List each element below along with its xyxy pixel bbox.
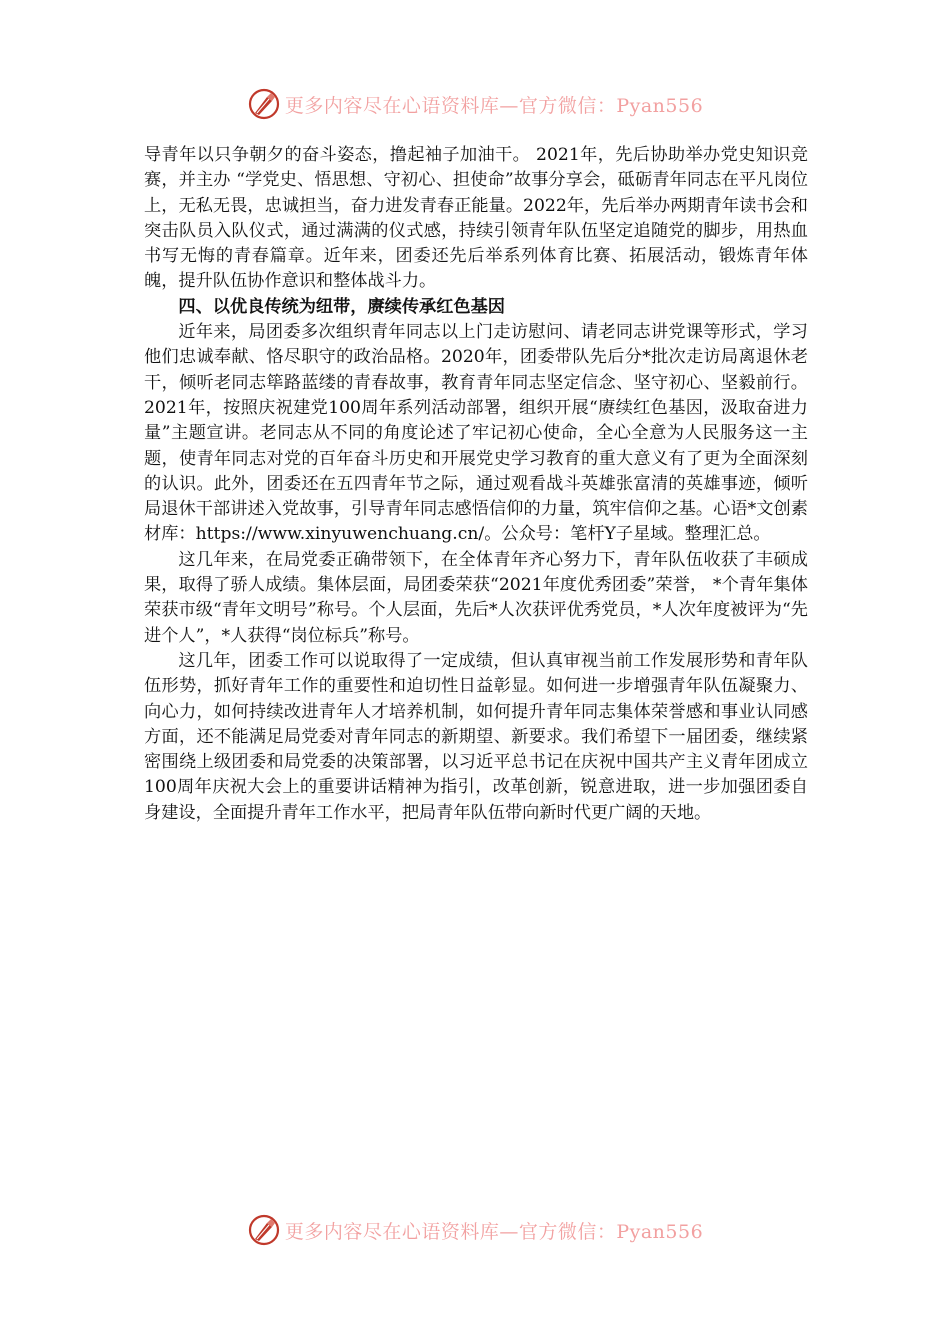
watermark-text: 更多内容尽在心语资料库—官方微信：Pyan556 [284,94,704,117]
footer-watermark-banner [0,1210,950,1250]
watermark-text: 更多内容尽在心语资料库—官方微信：Pyan556 [284,1220,704,1243]
document-body [144,143,808,826]
paragraph: 这几年，团委工作可以说取得了一定成绩，但认真审视当前工作发展形势和青年队伍形势，抓好青年工作的重要性和迫切性日益彰显。如何进一步增强青年队伍凝聚力、向心力，如何持续改进青年人才培养机制，如何提升青年同志集体荣誉感和事业认同感方面，还不能满足局党委对青年同志的新期望、新要求。我们希望下一届团委，继续紧密围绕上级团委和局党委的决策部署，以习近平总书记在庆祝中国共产主义青年团成立100周年庆祝大会上的重要讲话精神为指引，改革创新，锐意进取，进一步加强团委自身建设，全面提升青年工作水平，把局青年队伍带向新时代更广阔的天地。 [144,650,808,823]
paragraph: 这几年来，在局党委正确带领下，在全体青年齐心努力下，青年队伍收获了丰硕成果，取得了骄人成绩。集体层面，局团委荣获“2021年度优秀团委”荣誉， *个青年集体荣获市级“青年文明号”称号。个人层面，先后*人次获评优秀党员，*人次年度被评为“先进个人”，*人获得“岗位标兵”称号。 [144,549,808,646]
paragraph: 近年来，局团委多次组织青年同志以上门走访慰问、请老同志讲党课等形式，学习他们忠诚奉献、恪尽职守的政治品格。2020年，团委带队先后分*批次走访局离退休老干，倾听老同志筚路蓝缕的青春故事，教育青年同志坚定信念、坚守初心、坚毅前行。2021年，按照庆祝建党100周年系列活动部署，组织开展“赓续红色基因，汲取奋进力量”主题宣讲。老同志从不同的角度论述了牢记初心使命，全心全意为人民服务这一主题，使青年同志对党的百年奋斗历史和开展党史学习教育的重大意义有了更为全面深刻的认识。此外，团委还在五四青年节之际，通过观看战斗英雄张富清的英雄事迹，倾听局退休干部讲述入党故事，引导青年同志感悟信仰的力量，筑牢信仰之基。心语*文创素材库：https://www.xinyuwenchuang.cn/。公众号：笔杆Y子星域。整理汇总。 [144,322,808,545]
pen-nib-logo-icon [247,1213,281,1247]
header-watermark-banner [0,84,950,124]
pen-nib-logo-icon [247,87,281,121]
section-heading: 四、以优良传统为纽带，赓续传承红色基因 [178,296,505,317]
paragraph: 导青年以只争朝夕的奋斗姿态，撸起袖子加油干。 2021年，先后协助举办党史知识竞赛，并主办 “学党史、悟思想、守初心、担使命”故事分享会，砥砺青年同志在平凡岗位上，无私无畏，忠诚担当，奋力进发青春正能量。2022年，先后举办两期青年读书会和突击队员入队仪式，通过满满的仪式感，持续引领青年队伍坚定追随党的脚步，用热血书写无悔的青春篇章。近年来，团委还先后举系列体育比赛、拓展活动，锻炼青年体魄，提升队伍协作意识和整体战斗力。 [144,145,808,292]
